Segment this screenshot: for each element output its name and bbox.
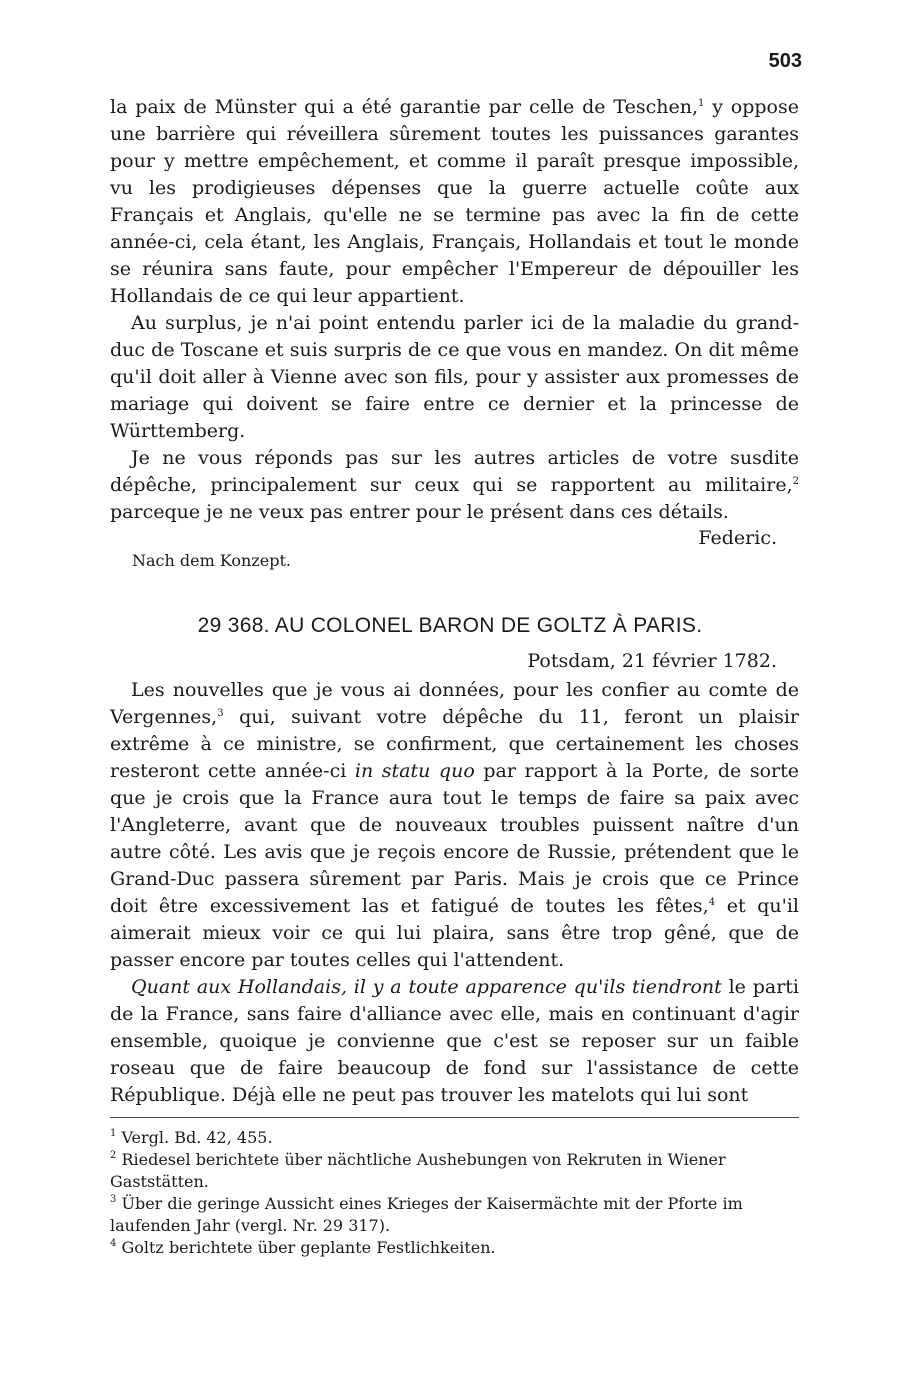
text-segment: Je ne vous réponds pas sur les autres articles de votre susdite dépêche, principalement sur ceux qui se rapportent au militaire, [110,447,799,496]
continuation-paragraph-3 [110,445,799,526]
letter-heading: 29 368. AU COLONEL BARON DE GOLTZ À PARIS. [197,614,703,637]
text-segment: et qu'il aimerait mieux voir ce qui lui plaira, sans être trop gêné, que de passer encore par toutes celles qui l'attendent. [110,895,799,971]
text-segment: Au surplus, je n'ai point entendu parler ici de la maladie du grand-duc de Toscane et suis surpris de ce que vous en mandez. On dit même qu'il doit aller à Vienne avec son fils, pour y assister aux promesses de mariage qui doivent se faire entre ce dernier et la princesse de Württemberg. [110,312,799,442]
footnote-ref-2: 2 [792,476,799,487]
text-segment: le parti de la France, sans faire d'alliance avec elle, mais en continuant d'agir ensemble, quoique je convienne que c'est se reposer sur un faible roseau que de faire beaucoup de fond sur l'assistance de cette République. Déjà elle ne peut pas trouver les matelots qui lui sont [110,976,800,1106]
footnote-text: Riedesel berichtete über nächtliche Aushebungen von Rekruten in Wiener Gaststätten. [110,1150,726,1191]
text-segment: par rapport à la Porte, de sorte que je crois que la France aura tout le temps de faire sa paix avec l'Angleterre, avant que de nouveaux troubles puissent naître d'un autre côté. Les avis que je reçois encore de Russie, prétendent que le Grand-Duc passera sûrement par Paris. Mais je crois que ce Prince doit être excessivement las et fatigué de toutes les fêtes, [110,760,799,917]
signature: Federic. [698,527,777,549]
footnote-divider [110,1117,799,1118]
text-segment: Les nouvelles que je vous ai données, pour les confier au comte de Vergennes, [110,679,799,728]
footnote-ref-4: 4 [708,897,716,908]
footnote-mark: 1 [110,1128,117,1139]
continuation-paragraph-2 [110,310,799,445]
page-number: 503 [768,50,802,72]
text-segment: qui, suivant votre dépêche du 11, feront un plaisir extrême à ce ministre, se confirment, que certainement les choses resteront cette année-ci [110,706,799,782]
footnote-text: Vergl. Bd. 42, 455. [116,1128,273,1147]
source-note: Nach dem Konzept. [132,551,291,570]
letter-paragraph-1 [110,677,799,974]
italic-phrase: Quant aux Hollandais, il y a toute apparence qu'ils tiendront [131,976,722,998]
footnote-text: Über die geringe Aussicht eines Krieges der Kaisermächte mit der Pforte im laufenden Jahr (vergl. Nr. 29 317). [110,1194,743,1235]
italic-phrase: in statu quo [354,760,475,782]
footnotes-list [110,1127,799,1259]
letter-paragraph-2 [110,974,799,1109]
footnote-2 [110,1149,799,1193]
text-segment: y oppose une barrière qui réveillera sûrement toutes les puissances garantes pour y mettre empêchement, et comme il paraît presque impossible, vu les prodigieuses dépenses que la guerre actuelle coûte aux Français et Anglais, qu'elle ne se termine pas avec la fin de cette année-ci, cela étant, les Anglais, Français, Hollandais et tout le monde se réunira sans faute, pour empêcher l'Empereur de dépouiller les Hollandais de ce qui leur appartient. [110,96,799,307]
letter-dateline: Potsdam, 21 février 1782. [527,650,777,672]
footnote-4 [110,1237,799,1259]
footnote-text: Goltz berichtete über geplante Festlichkeiten. [116,1238,496,1257]
footnote-ref-3: 3 [217,708,224,719]
footnote-mark: 3 [110,1194,117,1205]
footnote-mark: 4 [110,1238,117,1249]
footnote-1 [110,1127,799,1149]
footnote-ref-1: 1 [697,98,705,109]
text-segment: la paix de Münster qui a été garantie par celle de Teschen, [110,96,698,118]
text-segment: parceque je ne veux pas entrer pour le présent dans ces détails. [110,501,729,523]
footnote-3 [110,1193,799,1237]
footnote-mark: 2 [110,1150,117,1161]
continuation-paragraph-1 [110,94,799,310]
